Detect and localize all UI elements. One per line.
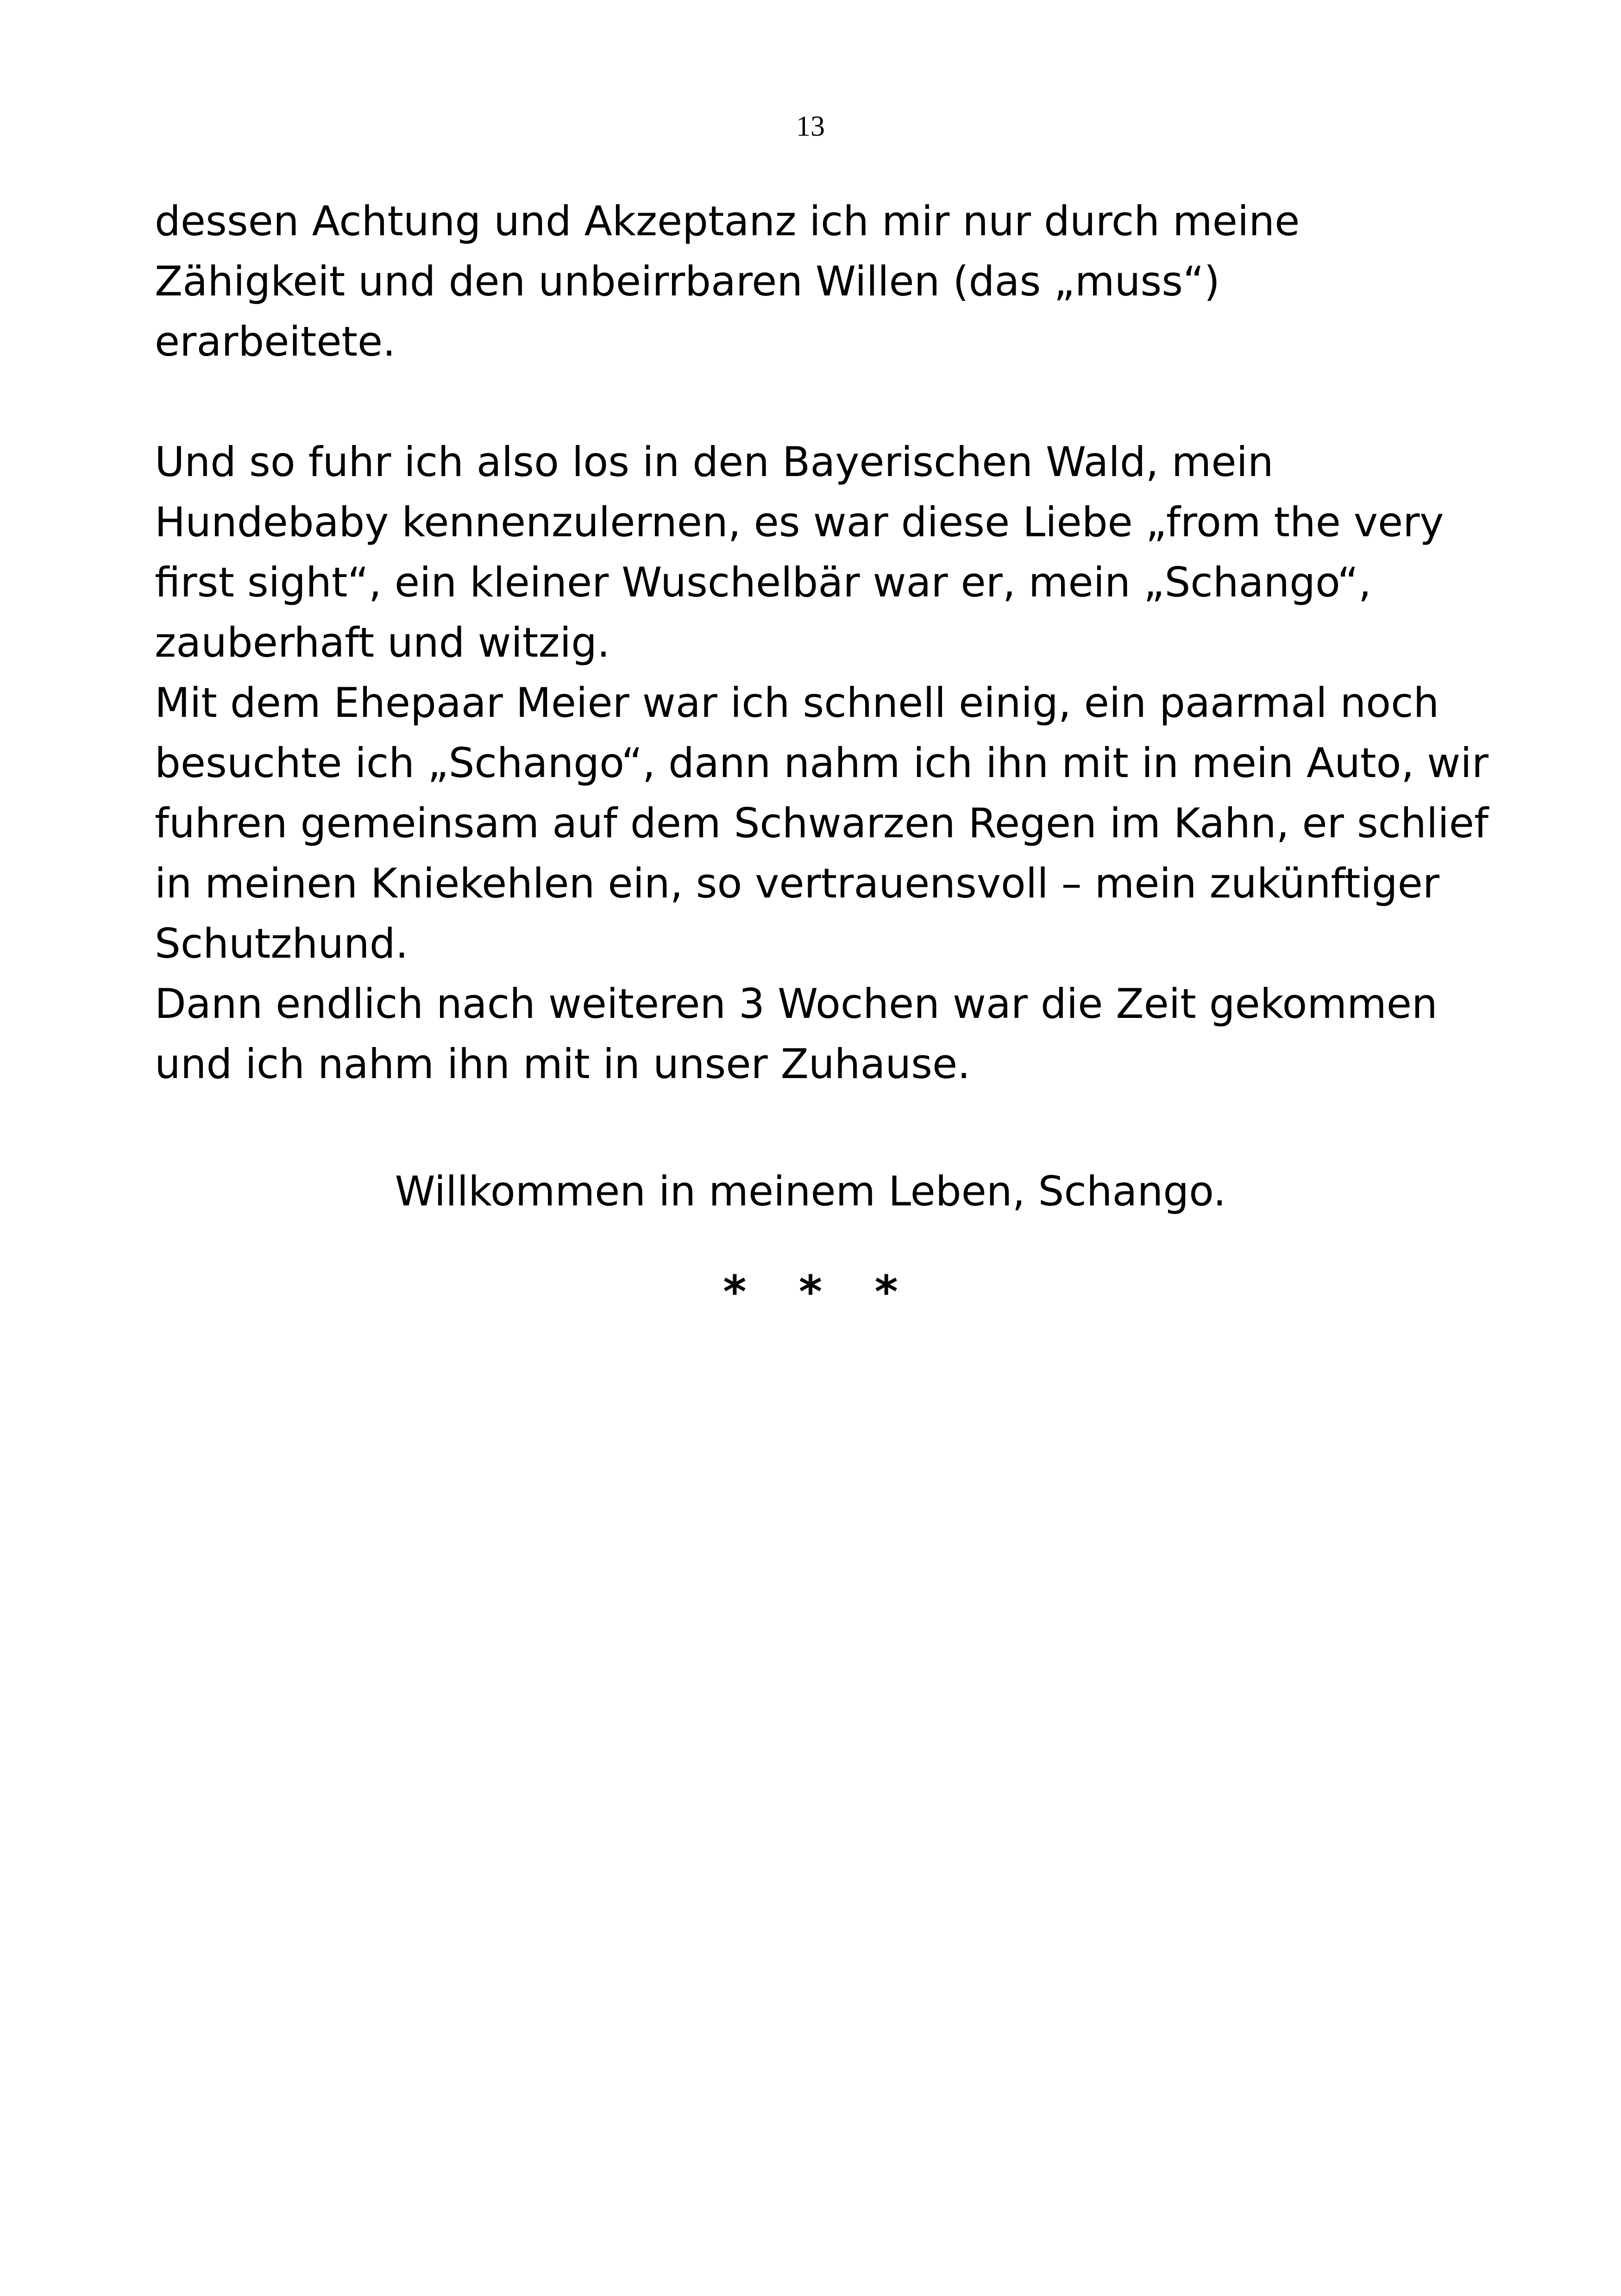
text-line: Mit dem Ehepaar Meier war ich schnell einig, ein paarmal noch	[155, 679, 1439, 727]
text-line: in meinen Kniekehlen ein, so vertrauensvoll – mein zukünftiger	[155, 859, 1439, 907]
text-line: zauberhaft und witzig.	[155, 619, 610, 666]
text-line: und ich nahm ihn mit in unser Zuhause.	[155, 1040, 971, 1088]
page-number: 13	[796, 111, 825, 142]
section-separator: * * *	[723, 1266, 917, 1318]
text-line: fuhren gemeinsam auf dem Schwarzen Regen im Kahn, er schlief	[155, 799, 1489, 847]
text-line: Zähigkeit und den unbeirrbaren Willen (das „muss“)	[155, 257, 1220, 305]
text-line: Dann endlich nach weiteren 3 Wochen war die Zeit gekommen	[155, 980, 1438, 1028]
text-line: besuchte ich „Schango“, dann nahm ich ihn mit in mein Auto, wir	[155, 739, 1489, 787]
text-line: first sight“, ein kleiner Wuschelbär war er, mein „Schango“,	[155, 558, 1372, 606]
text-line: Schutzhund.	[155, 920, 408, 967]
text-line: Hundebaby kennenzulernen, es war diese Liebe „from the very	[155, 498, 1444, 546]
text-line: erarbeitete.	[155, 318, 396, 365]
paragraph-1	[155, 191, 1498, 372]
paragraph-2	[155, 432, 1498, 1094]
text-line: dessen Achtung und Akzeptanz ich mir nur durch meine	[155, 197, 1300, 245]
closing-line: Willkommen in meinem Leben, Schango.	[395, 1167, 1226, 1215]
text-line: Und so fuhr ich also los in den Bayerischen Wald, mein	[155, 438, 1274, 486]
